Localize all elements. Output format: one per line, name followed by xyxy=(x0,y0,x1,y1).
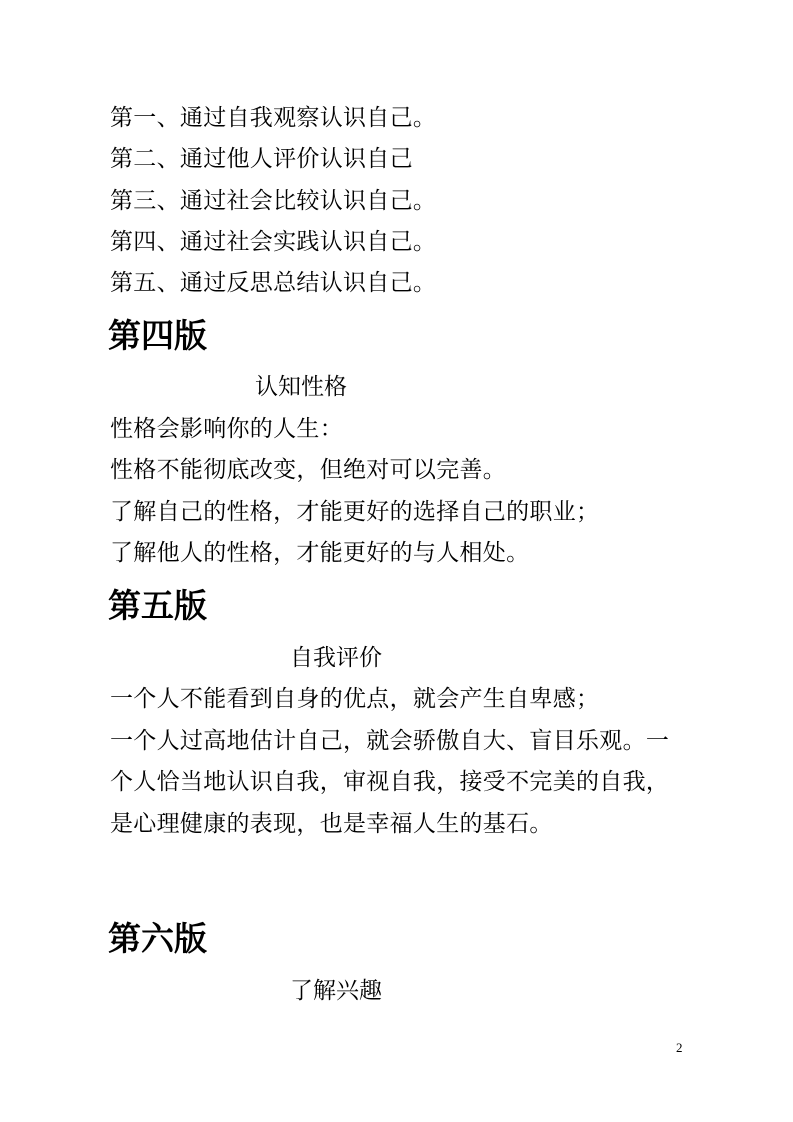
section-heading-4: 第四版 xyxy=(108,316,207,355)
section-subtitle-4: 认知性格 xyxy=(255,374,347,400)
paragraph-line: 一个人过高地估计自己，就会骄傲自大、盲目乐观。一 xyxy=(110,728,670,754)
paragraph-line: 了解他人的性格，才能更好的与人相处。 xyxy=(110,540,530,566)
intro-list-item: 第五、通过反思总结认识自己。 xyxy=(110,270,437,296)
paragraph-line: 性格会影响你的人生： xyxy=(110,416,343,442)
paragraph-line: 一个人不能看到自身的优点，就会产生自卑感； xyxy=(110,686,600,712)
paragraph-line: 性格不能彻底改变，但绝对可以完善。 xyxy=(110,457,507,483)
intro-list-item: 第四、通过社会实践认识自己。 xyxy=(110,229,437,255)
paragraph-line: 个人恰当地认识自我，审视自我，接受不完美的自我， xyxy=(110,769,670,795)
section-subtitle-6: 了解兴趣 xyxy=(290,978,382,1004)
section-subtitle-5: 自我评价 xyxy=(290,645,382,671)
section-heading-5: 第五版 xyxy=(108,586,207,625)
intro-list-item: 第一、通过自我观察认识自己。 xyxy=(110,105,437,131)
paragraph-line: 了解自己的性格，才能更好的选择自己的职业； xyxy=(110,499,600,525)
page-number: 2 xyxy=(676,1040,683,1055)
section-heading-6: 第六版 xyxy=(108,919,207,958)
intro-list-item: 第三、通过社会比较认识自己。 xyxy=(110,188,437,214)
paragraph-line: 是心理健康的表现，也是幸福人生的基石。 xyxy=(110,811,553,837)
intro-list-item: 第二、通过他人评价认识自己 xyxy=(110,146,413,172)
